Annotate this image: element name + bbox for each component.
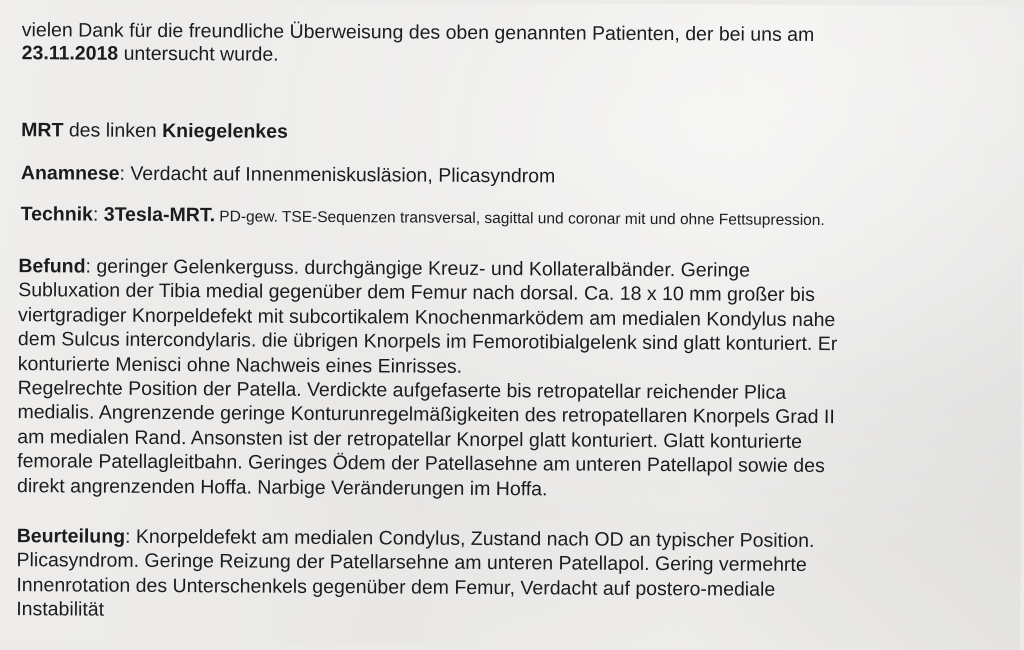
befund-label: Befund bbox=[18, 255, 86, 278]
technik-section bbox=[21, 202, 825, 233]
beurteilung-first-text: : Knorpeldefekt am medialen Condylus, Zustand nach OD an typischer Position. bbox=[124, 525, 815, 552]
befund-line: femorale Patellagleitbahn. Geringes Ödem der Patellasehne am unteren Patellapol sowie des bbox=[17, 450, 825, 478]
befund-line: direkt angrenzenden Hoffa. Narbige Veränderungen im Hoffa. bbox=[16, 474, 548, 501]
beurteilung-line: Instabilität bbox=[16, 598, 105, 621]
befund-line: Regelrechte Position der Patella. Verdickte aufgefaserte bis retropatellar reichender Plica bbox=[17, 377, 787, 404]
anamnese-label: Anamnese bbox=[20, 162, 120, 185]
exam-title-middle: des linken bbox=[63, 119, 163, 142]
befund-line: Subluxation der Tibia medial gegenüber dem Femur nach dorsal. Ca. 18 x 10 mm großer bis bbox=[18, 279, 815, 307]
befund-section bbox=[17, 254, 838, 503]
befund-line: konturierte Menisci ohne Nachweis eines Einrisses. bbox=[17, 352, 463, 378]
intro-text: vielen Dank für die freundliche Überweisung des oben genannten Patienten, der bei uns am bbox=[21, 19, 815, 46]
befund-first-text: : geringer Gelenkerguss. durchgängige Kreuz- und Kollateralbänder. Geringe bbox=[85, 255, 751, 282]
beurteilung-section bbox=[16, 524, 814, 626]
exam-modality: MRT bbox=[21, 119, 64, 142]
befund-line: dem Sulcus intercondylaris. die übrigen Knorpels im Femorotibialgelenk sind glatt konturiert. Er bbox=[17, 328, 838, 356]
exam-title bbox=[21, 118, 288, 144]
technik-text: PD-gew. TSE-Sequenzen transversal, sagittal und coronar mit und ohne Fettsupression. bbox=[214, 208, 825, 230]
intro-line-2 bbox=[22, 41, 279, 67]
technik-label: Technik bbox=[20, 203, 94, 226]
anamnese-section bbox=[21, 161, 555, 188]
intro-text-end: untersucht wurde. bbox=[118, 42, 279, 66]
technik-colon: : bbox=[92, 203, 104, 226]
technik-value: 3Tesla-MRT. bbox=[103, 203, 216, 227]
beurteilung-label: Beurteilung bbox=[16, 525, 126, 548]
befund-line: viertgradiger Knorpeldefekt mit subcortikalem Knochenmarködem am medialen Kondylus nahe bbox=[18, 303, 836, 331]
exam-region: Kniegelenkes bbox=[162, 119, 288, 143]
exam-date: 23.11.2018 bbox=[21, 42, 119, 65]
beurteilung-line: Innenrotation des Unterschenkels gegenüber dem Femur, Verdacht auf postero-mediale bbox=[16, 573, 776, 601]
beurteilung-line: Plicasyndrom. Geringe Reizung der Patellarsehne am unteren Patellapol. Gering vermehrte bbox=[16, 549, 807, 577]
befund-line: medialis. Angrenzende geringe Konturunregelmäßigkeiten des retropatellaren Knorpels Grad II bbox=[17, 401, 835, 429]
befund-line: am medialen Rand. Ansonsten ist der retropatellar Knorpel glatt konturiert. Glatt konturierte bbox=[17, 425, 803, 453]
anamnese-text: : Verdacht auf Innenmeniskusläsion, Plicasyndrom bbox=[119, 162, 556, 188]
